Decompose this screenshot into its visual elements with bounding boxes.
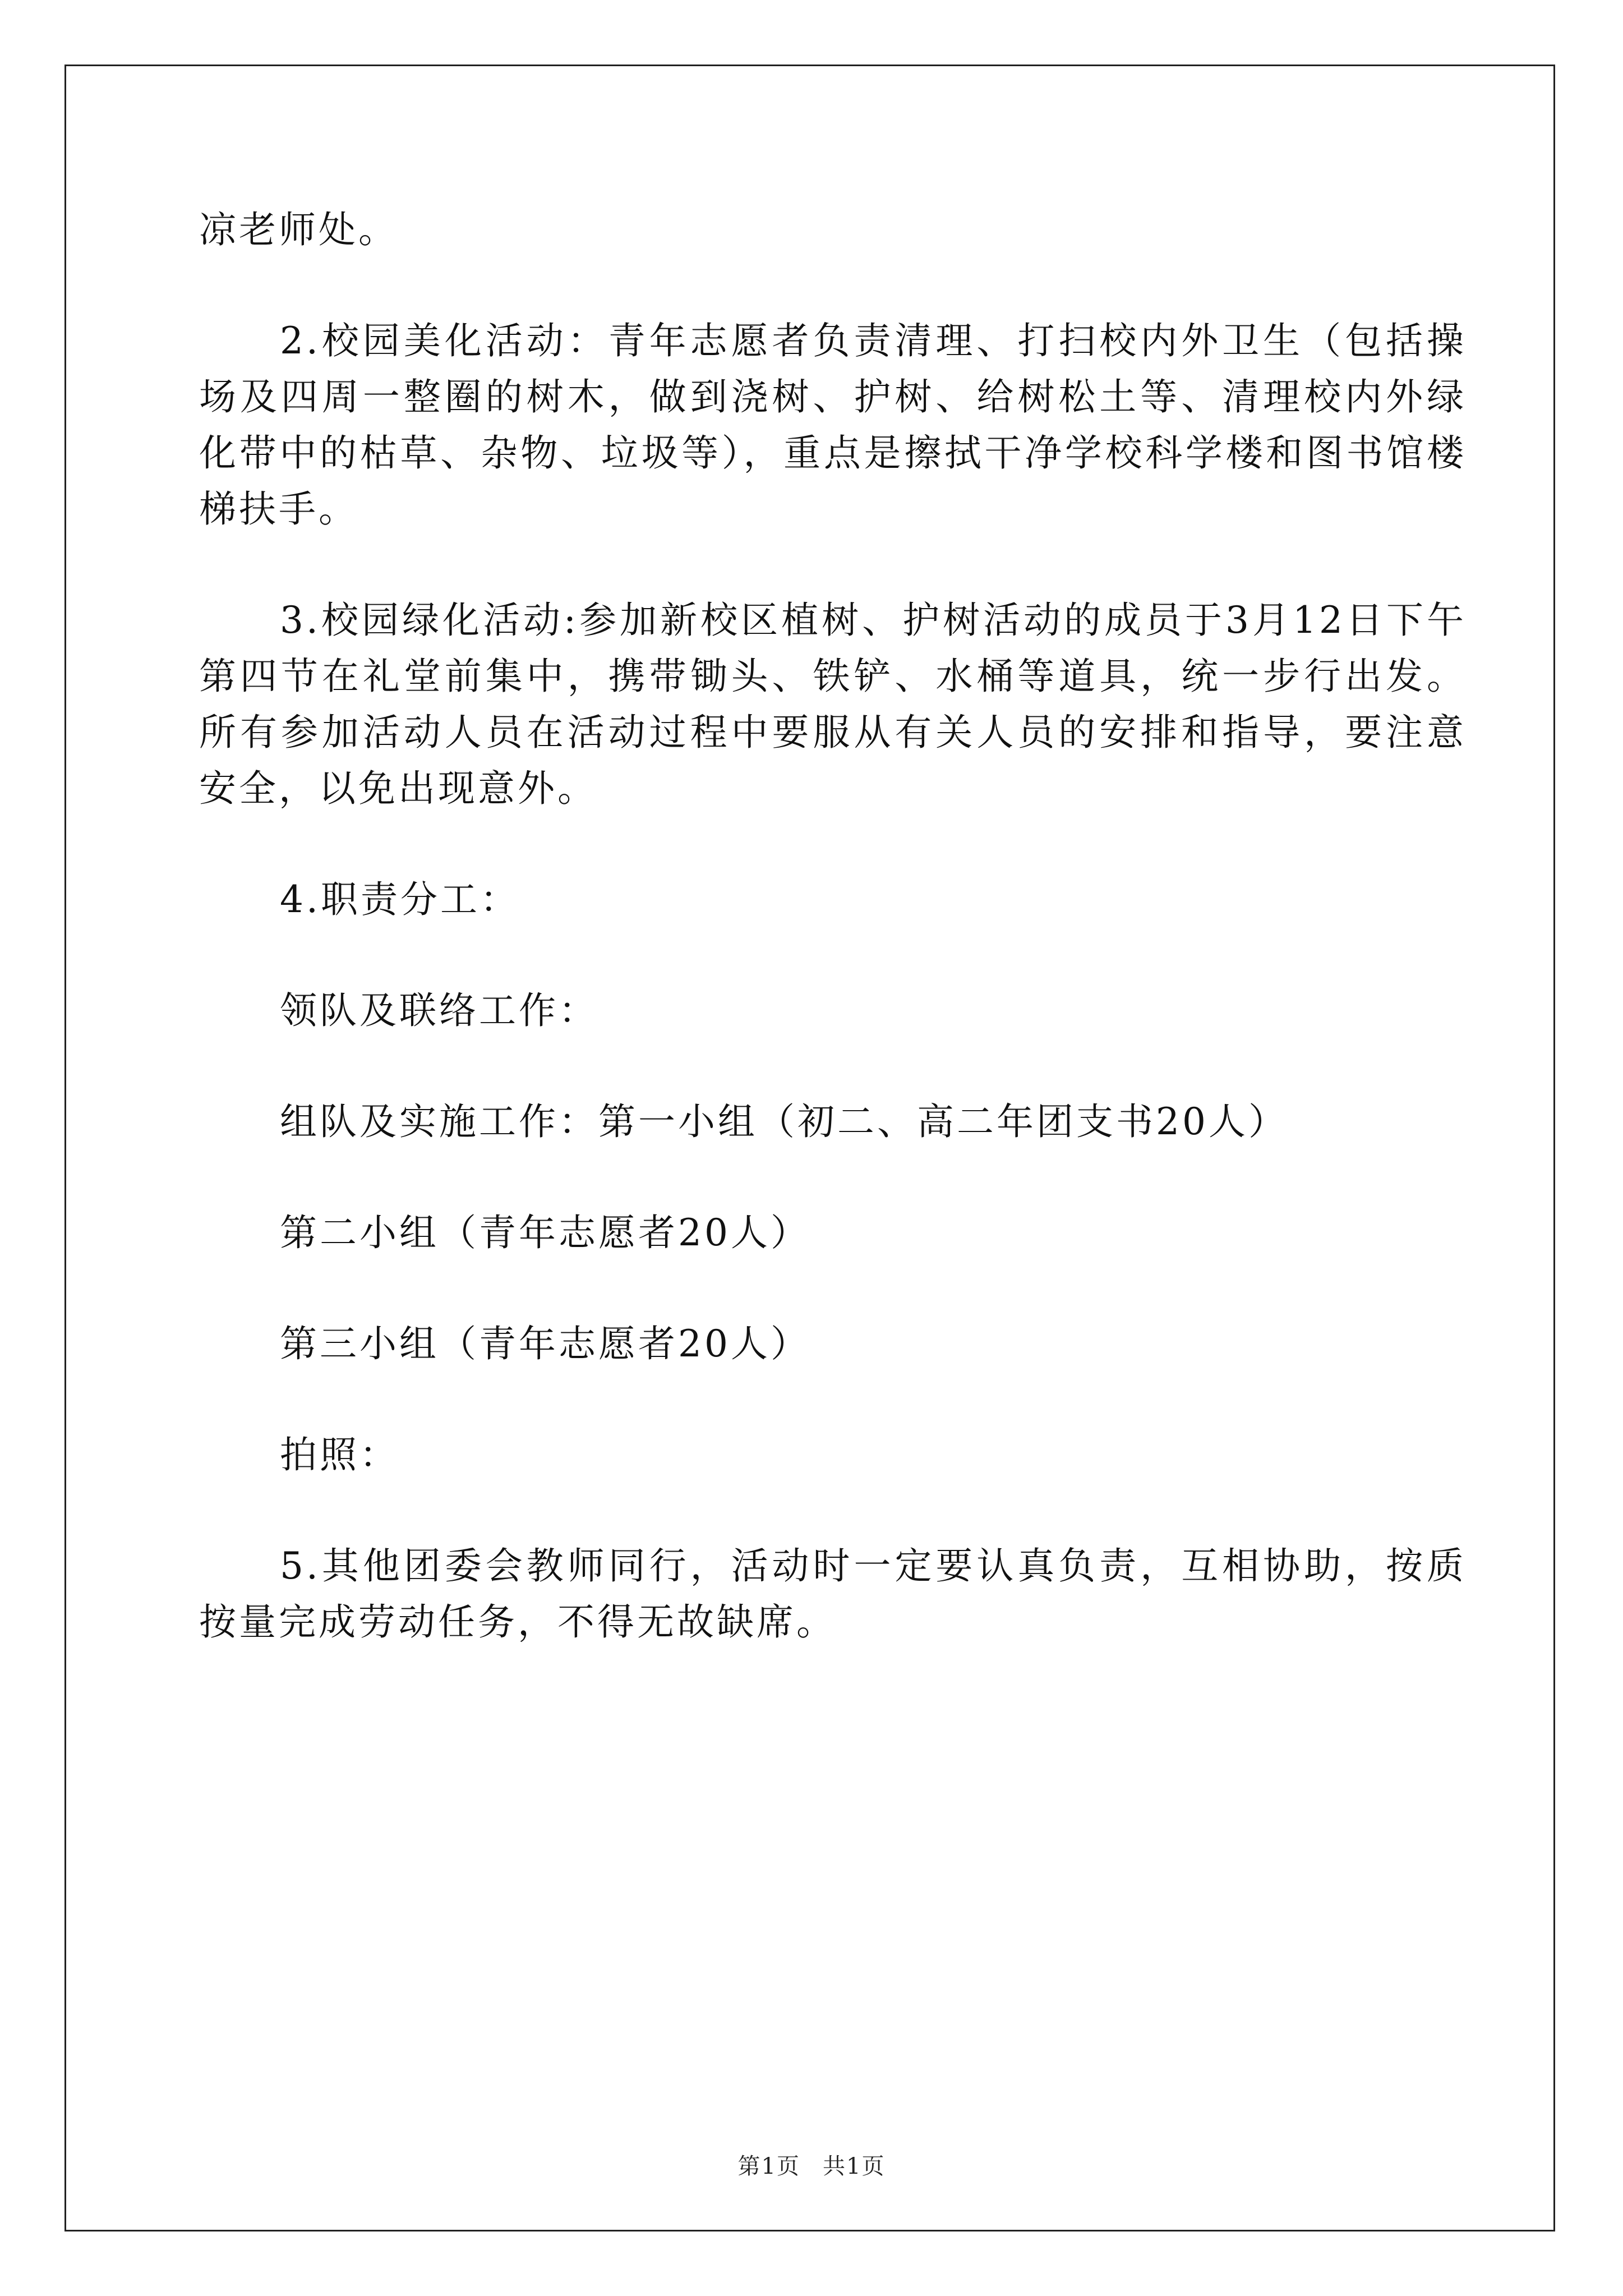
- page-total: 共1页: [823, 2154, 886, 2179]
- paragraph: 组队及实施工作：第一小组（初二、高二年团支书20人）: [280, 1100, 1288, 1143]
- paragraph: 凉老师处。: [199, 208, 398, 251]
- paragraph: 拍照：: [280, 1433, 399, 1476]
- page-number: 第1页: [737, 2154, 800, 2179]
- paragraph: 第二小组（青年志愿者20人）: [280, 1211, 810, 1254]
- page-footer: [0, 2148, 1623, 2180]
- paragraph: 5.其他团委会教师同行，活动时一定要认真负责，互相协助，按质按量完成劳动任务，不得无故缺席。: [199, 1544, 1467, 1644]
- paragraph: 第三小组（青年志愿者20人）: [280, 1322, 810, 1365]
- paragraph: 4.职责分工：: [280, 878, 520, 921]
- paragraph: 领队及联络工作：: [280, 989, 598, 1032]
- paragraph: 2.校园美化活动：青年志愿者负责清理、打扫校内外卫生（包括操场及四周一整圈的树木，做到浇树、护树、给树松土等、清理校内外绿化带中的枯草、杂物、垃圾等），重点是擦拭干净学校科学楼和图书馆楼梯扶手。: [199, 319, 1467, 531]
- paragraph: 3.校园绿化活动:参加新校区植树、护树活动的成员于3月12日下午第四节在礼堂前集中，携带锄头、铁铲、水桶等道具，统一步行出发。所有参加活动人员在活动过程中要服从有关人员的安排和指导，要注意安全，以免出现意外。: [199, 599, 1467, 810]
- document-body: [199, 202, 1467, 1705]
